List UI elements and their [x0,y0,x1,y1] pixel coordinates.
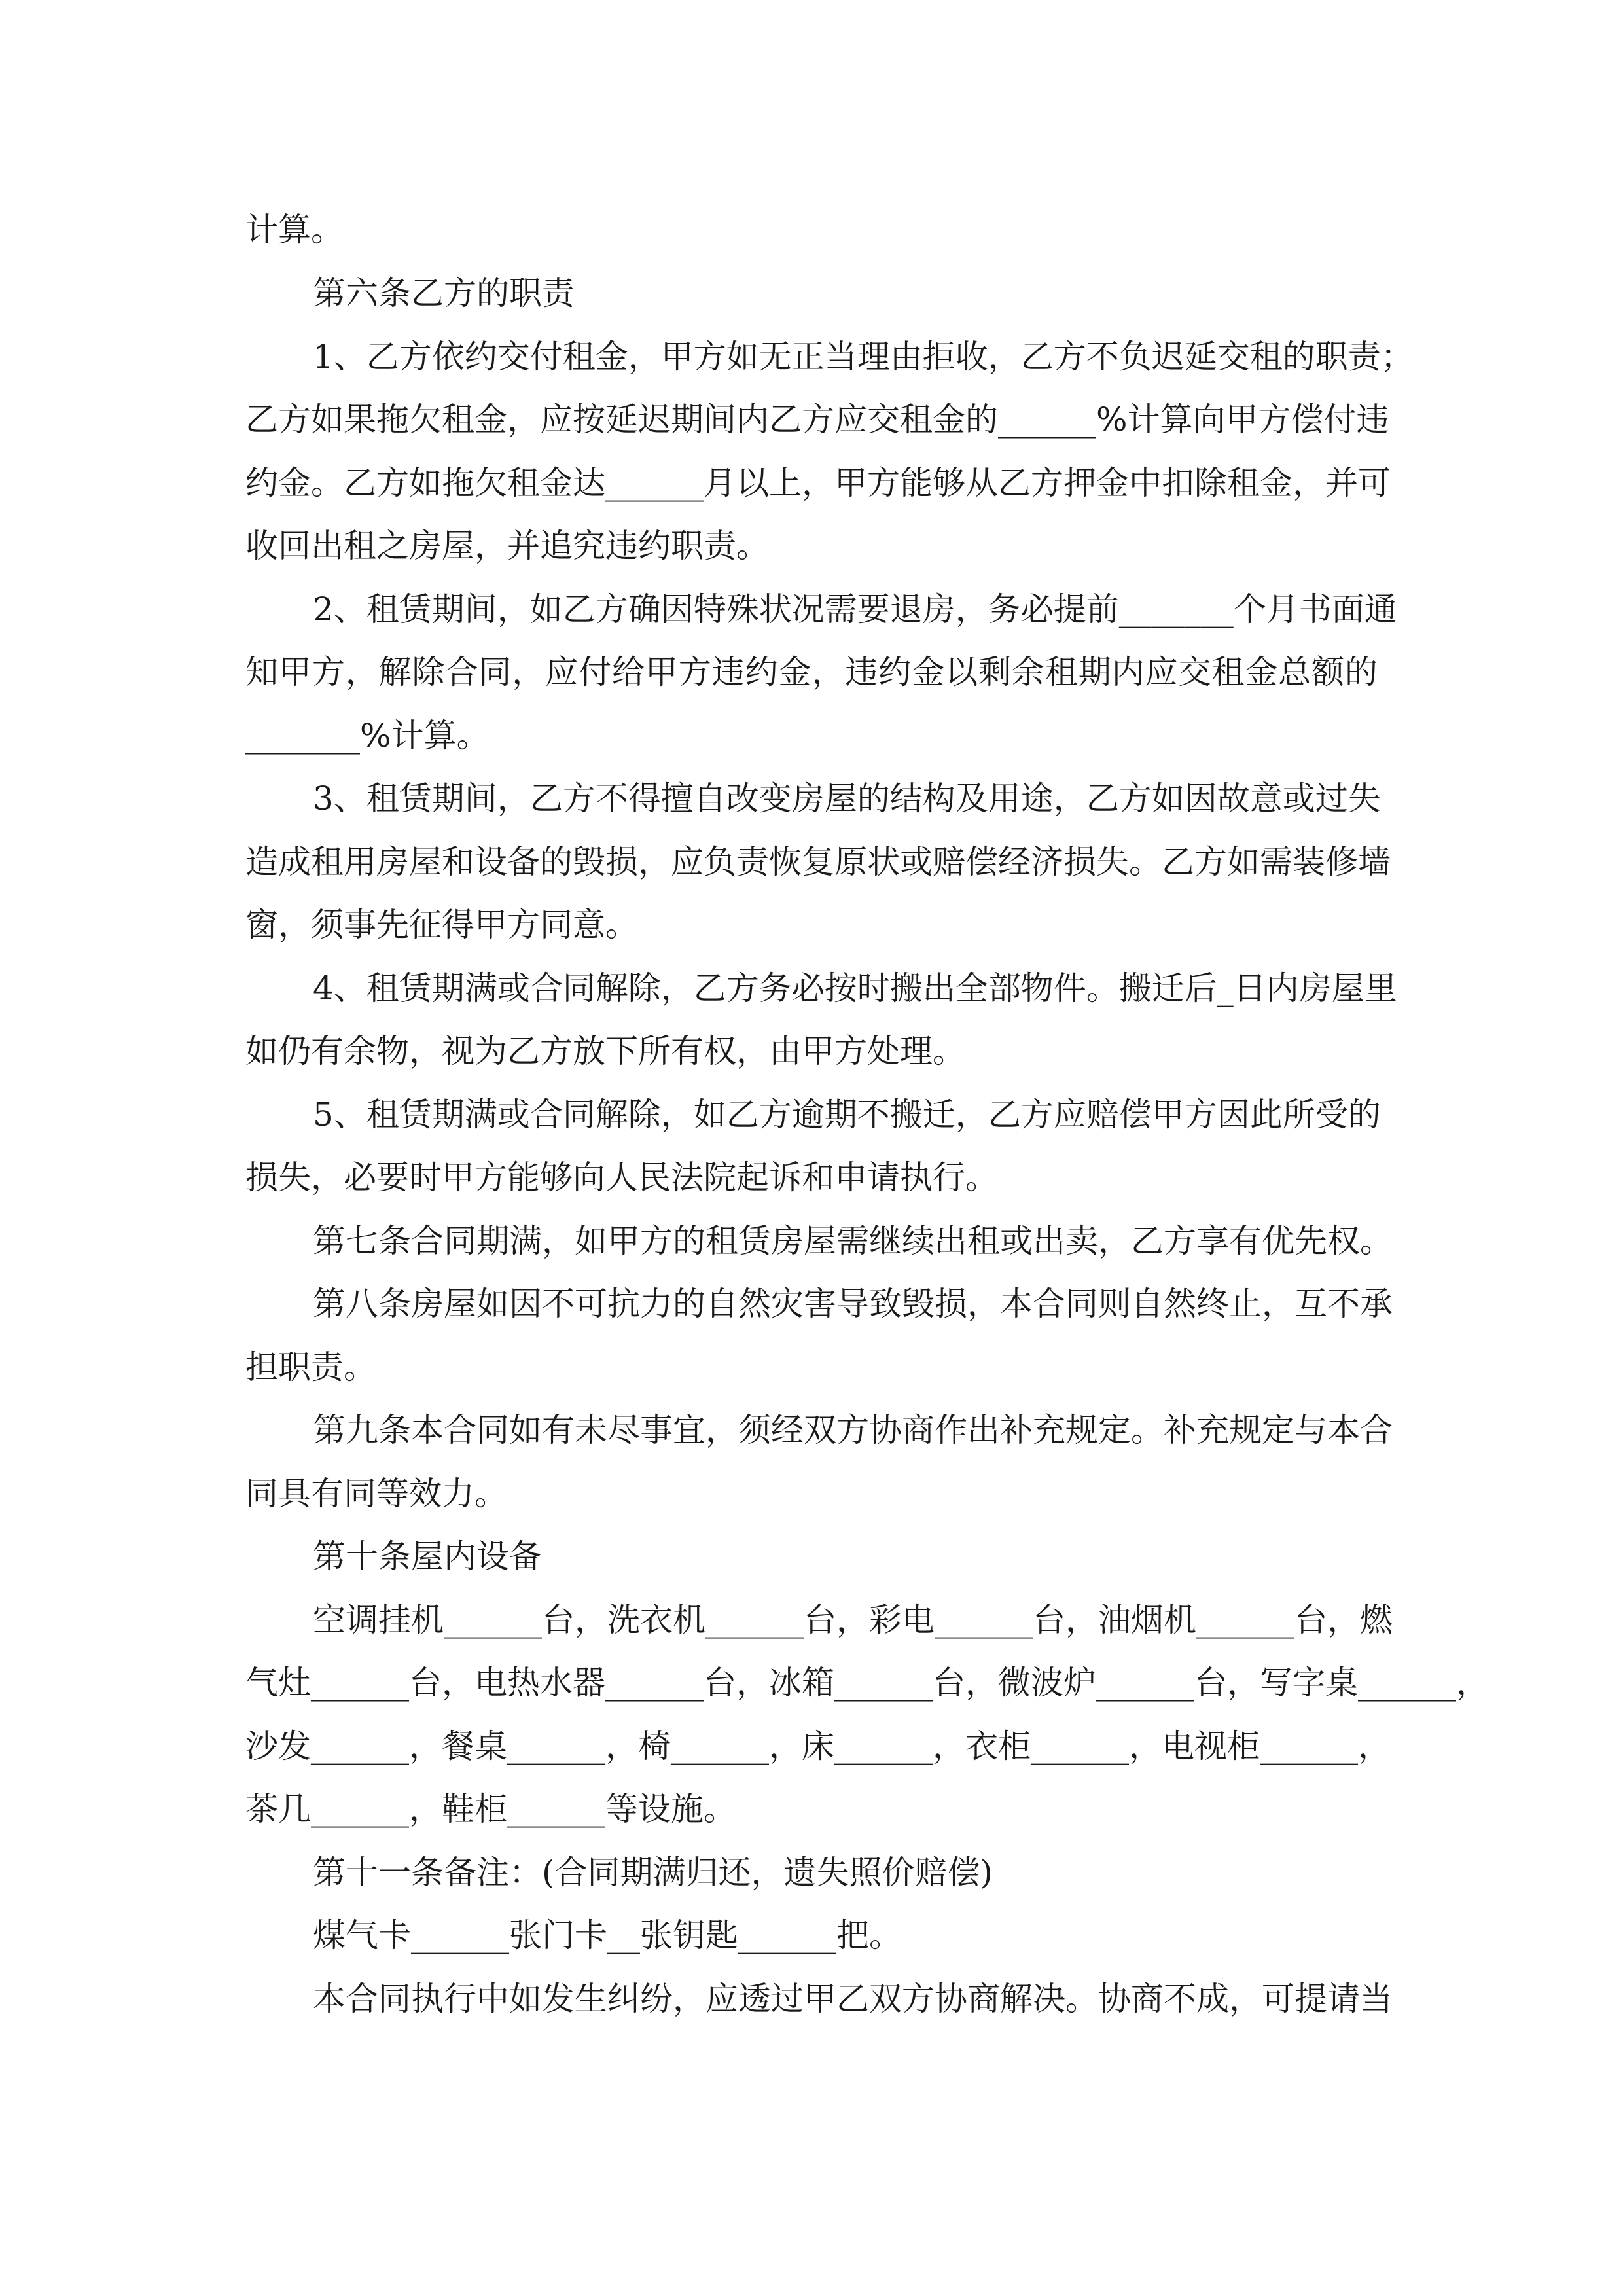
text-line: 约金。乙方如拖欠租金达______月以上，甲方能够从乙方押金中扣除租金，并可 [245,464,1391,502]
section-heading: 第六条乙方的职责 [313,274,575,312]
text-line: 空调挂机______台，洗衣机______台，彩电______台，油烟机______台，燃 [313,1601,1393,1639]
text-line: 如仍有余物，视为乙方放下所有权，由甲方处理。 [245,1032,965,1070]
text-line: _______%计算。 [245,717,490,755]
text-line: 计算。 [245,211,344,249]
text-line: 乙方如果拖欠租金，应按延迟期间内乙方应交租金的______%计算向甲方偿付违 [245,401,1389,439]
text-line: 同具有同等效力。 [245,1475,507,1513]
text-line: 4、租赁期满或合同解除，乙方务必按时搬出全部物件。搬迁后_日内房屋里 [313,969,1397,1007]
text-line: 2、租赁期间，如乙方确因特殊状况需要退房，务必提前_______个月书面通 [313,590,1397,628]
text-line: 收回出租之房屋，并追究违约职责。 [245,527,769,565]
text-line: 茶几______，鞋柜______等设施。 [245,1790,736,1828]
text-line: 5、租赁期满或合同解除，如乙方逾期不搬迁，乙方应赔偿甲方因此所受的 [313,1096,1381,1134]
text-line: 气灶______台，电热水器______台，冰箱______台，微波炉______台，写字桌______， [245,1664,1489,1702]
section-heading: 第十条屋内设备 [313,1537,542,1575]
text-line: 3、租赁期间，乙方不得擅自改变房屋的结构及用途，乙方如因故意或过失 [313,780,1381,817]
text-line: 知甲方，解除合同，应付给甲方违约金，违约金以剩余租期内应交租金总额的 [245,653,1378,691]
text-line: 担职责。 [245,1348,376,1386]
text-line: 损失，必要时甲方能够向人民法院起诉和申请执行。 [245,1158,998,1196]
text-line: 沙发______，餐桌______，椅______，床______，衣柜______，电视柜______， [245,1727,1391,1765]
text-line: 第八条房屋如因不可抗力的自然灾害导致毁损，本合同则自然终止，互不承 [313,1285,1393,1323]
text-line: 第七条合同期满，如甲方的租赁房屋需继续出租或出卖，乙方享有优先权。 [313,1222,1393,1260]
text-line: 造成租用房屋和设备的毁损，应负责恢复原状或赔偿经济损失。乙方如需装修墙 [245,843,1391,881]
text-line: 第九条本合同如有未尽事宜，须经双方协商作出补充规定。补充规定与本合 [313,1411,1393,1449]
text-line: 窗，须事先征得甲方同意。 [245,906,638,944]
text-line: 本合同执行中如发生纠纷，应透过甲乙双方协商解决。协商不成，可提请当 [313,1980,1393,2018]
text-line: 煤气卡______张门卡__张钥匙______把。 [313,1916,902,1954]
text-line: 1、乙方依约交付租金，甲方如无正当理由拒收，乙方不负迟延交租的职责； [313,338,1414,376]
section-heading: 第十一条备注：(合同期满归还，遗失照价赔偿) [313,1854,993,1892]
